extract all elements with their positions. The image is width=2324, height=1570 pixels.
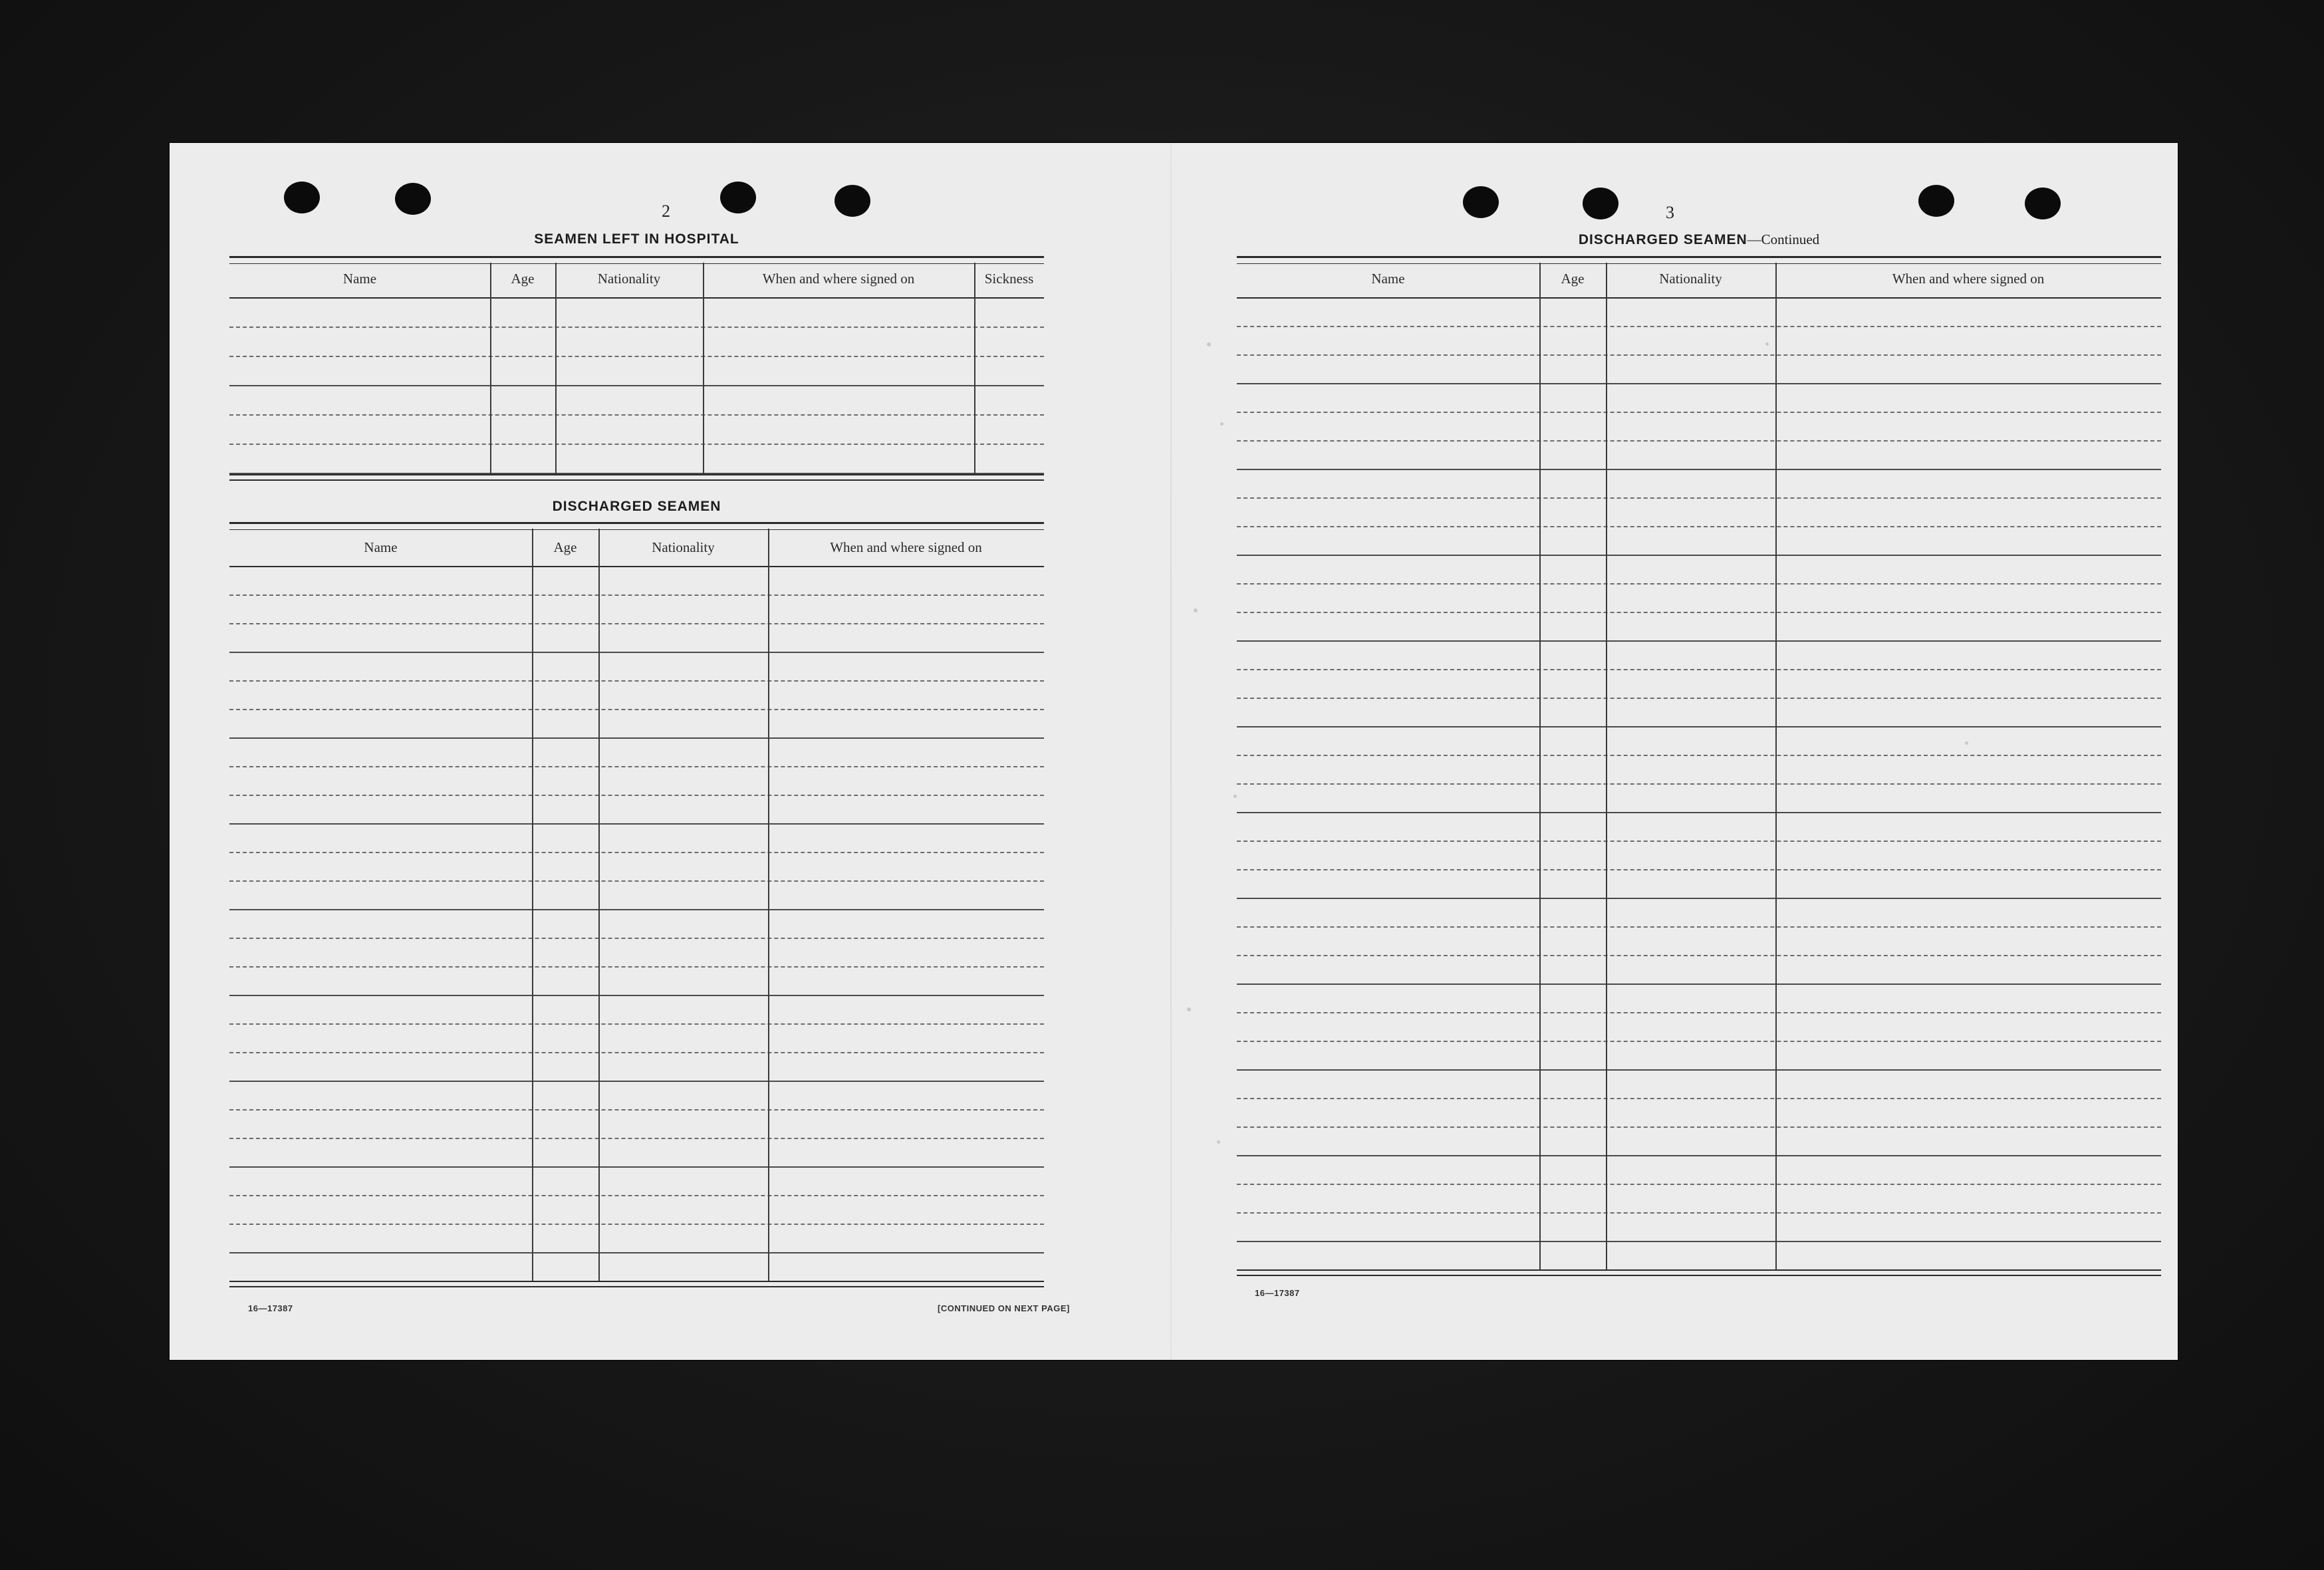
table-row: [1237, 383, 2161, 384]
discharged-continued-title-main: DISCHARGED SEAMEN: [1578, 232, 1747, 247]
column-divider: [1606, 263, 1607, 1269]
table-top-rule: [229, 256, 1044, 264]
punch-hole-icon: [1583, 188, 1618, 219]
paper-speck: [1207, 342, 1211, 346]
column-header: Age: [553, 539, 577, 555]
column-header: When and where signed on: [762, 271, 915, 287]
table-row: [1237, 440, 2161, 442]
table-row: [229, 1195, 1044, 1196]
table-row: [1237, 955, 2161, 956]
punch-hole-icon: [1463, 186, 1499, 218]
table-row: [1237, 1184, 2161, 1185]
table-row: [1237, 841, 2161, 842]
column-divider: [598, 529, 600, 1281]
table-row: [1237, 783, 2161, 785]
paper-speck: [1965, 741, 1968, 745]
paper-speck: [1187, 1007, 1191, 1011]
column-divider: [974, 263, 975, 474]
table-bottom-rule: [1237, 1269, 2161, 1276]
table-row: [229, 623, 1044, 624]
table-row: [1237, 412, 2161, 413]
document-sheet: [170, 143, 2178, 1360]
table-row: [229, 852, 1044, 853]
punch-hole-icon: [395, 183, 431, 215]
discharged-continued-title-suffix: —Continued: [1747, 231, 1820, 247]
table-bottom-rule: [229, 1281, 1044, 1287]
table-row: [1237, 640, 2161, 642]
column-divider: [1539, 263, 1541, 1269]
table-row: [229, 880, 1044, 882]
table-row: [1237, 755, 2161, 756]
paper-speck: [1233, 795, 1237, 798]
table-row: [229, 709, 1044, 710]
column-header: Nationality: [652, 539, 715, 555]
discharged-continued-title: [1237, 231, 2161, 248]
header-bottom-rule: [229, 566, 1044, 567]
table-row: [229, 766, 1044, 767]
discharged-section-title: DISCHARGED SEAMEN: [552, 499, 721, 514]
column-header: Age: [511, 271, 535, 287]
table-row: [229, 414, 1044, 416]
table-top-rule: [1237, 256, 2161, 264]
table-row: [1237, 1069, 2161, 1071]
table-row: [1237, 555, 2161, 556]
punch-hole-icon: [720, 182, 756, 213]
table-row: [1237, 583, 2161, 585]
punch-hole-icon: [835, 185, 870, 217]
table-row: [229, 385, 1044, 386]
table-row: [229, 1252, 1044, 1253]
column-header: When and where signed on: [830, 539, 982, 555]
page-number-left: 2: [662, 201, 670, 221]
table-row: [1237, 1155, 2161, 1156]
punch-hole-icon: [284, 182, 320, 213]
table-row: [229, 1138, 1044, 1139]
table-row: [1237, 869, 2161, 870]
column-header: Sickness: [984, 271, 1034, 287]
table-row: [229, 995, 1044, 996]
table-row: [229, 680, 1044, 682]
punch-hole-icon: [1918, 185, 1954, 217]
discharged-continued-table: [1237, 256, 2161, 1433]
table-row: [229, 1052, 1044, 1053]
hospital-section-title: SEAMEN LEFT IN HOSPITAL: [534, 231, 739, 247]
table-row: [229, 823, 1044, 825]
column-header: Age: [1561, 271, 1585, 287]
table-row: [229, 966, 1044, 968]
table-row: [1237, 898, 2161, 899]
table-row: [229, 909, 1044, 910]
table-row: [1237, 812, 2161, 813]
table-row: [1237, 1212, 2161, 1214]
table-row: [1237, 526, 2161, 527]
table-row: [1237, 726, 2161, 727]
column-divider: [490, 263, 491, 474]
form-number-left: 16—17387: [248, 1303, 293, 1313]
table-row: [229, 795, 1044, 796]
table-row: [229, 1166, 1044, 1168]
table-row: [1237, 1126, 2161, 1128]
column-header: Name: [364, 539, 398, 555]
table-row: [229, 938, 1044, 939]
column-header: Name: [1371, 271, 1405, 287]
table-row: [229, 327, 1044, 328]
table-row: [1237, 1098, 2161, 1099]
paper-speck: [1220, 422, 1224, 426]
table-top-rule: [229, 522, 1044, 530]
column-header: Name: [342, 271, 377, 287]
header-bottom-rule: [1237, 297, 2161, 299]
table-row: [229, 1224, 1044, 1225]
table-row: [1237, 354, 2161, 356]
column-header: Nationality: [597, 271, 661, 287]
column-header: Nationality: [1659, 271, 1722, 287]
paper-speck: [1765, 342, 1769, 346]
column-divider: [555, 263, 557, 474]
column-header: When and where signed on: [1892, 271, 2045, 287]
column-divider: [768, 529, 769, 1281]
table-row: [1237, 926, 2161, 928]
table-row: [229, 444, 1044, 445]
table-row: [229, 594, 1044, 596]
table-row: [1237, 983, 2161, 985]
form-number-right: 16—17387: [1255, 1288, 1300, 1298]
discharged-table: [229, 522, 1044, 1400]
page-number-right: 3: [1666, 203, 1674, 222]
table-row: [1237, 469, 2161, 470]
table-row: [1237, 1012, 2161, 1013]
punch-hole-icon: [2025, 188, 2061, 219]
continued-note: [CONTINUED ON NEXT PAGE]: [938, 1303, 1070, 1313]
table-row: [229, 737, 1044, 739]
table-row: [1237, 326, 2161, 327]
table-row: [1237, 612, 2161, 613]
table-row: [1237, 1241, 2161, 1242]
table-row: [1237, 669, 2161, 670]
header-bottom-rule: [229, 297, 1044, 299]
table-row: [229, 1109, 1044, 1111]
table-row: [229, 1081, 1044, 1082]
column-divider: [1775, 263, 1777, 1269]
table-row: [1237, 698, 2161, 699]
column-divider: [703, 263, 704, 474]
paper-speck: [1217, 1140, 1220, 1144]
table-row: [229, 356, 1044, 357]
table-row: [229, 652, 1044, 653]
table-bottom-rule: [229, 474, 1044, 481]
paper-speck: [1194, 608, 1198, 612]
column-divider: [532, 529, 533, 1281]
table-row: [1237, 497, 2161, 499]
table-row: [1237, 1041, 2161, 1042]
table-row: [229, 1023, 1044, 1025]
center-fold: [1170, 143, 1172, 1360]
